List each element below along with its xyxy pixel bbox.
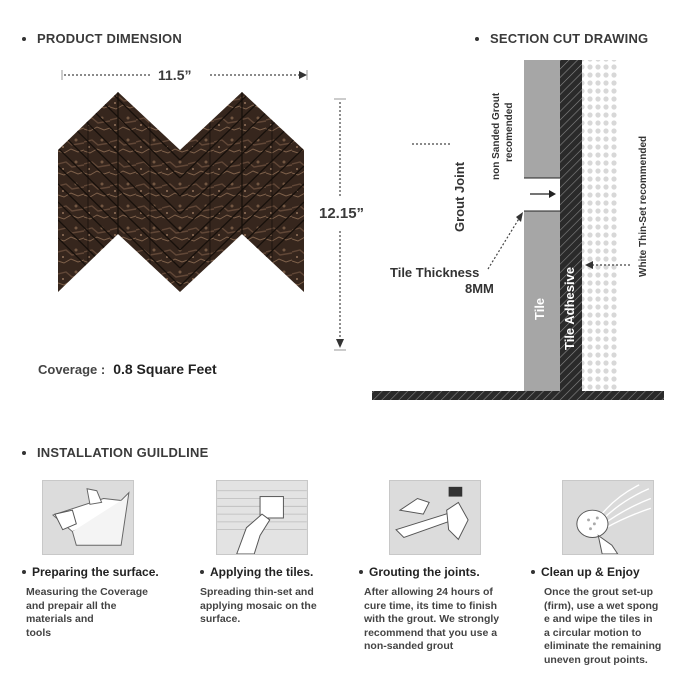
step-1-description	[26, 586, 148, 640]
product-dimension-heading	[22, 31, 182, 46]
step-4-line: a circular motion to	[544, 626, 642, 639]
step-3-title-text: Grouting the joints.	[369, 565, 480, 579]
step-4-line: uneven grout points.	[544, 653, 648, 666]
grout-note-2: recomended	[504, 102, 515, 162]
step-4-line: e and wipe the tiles in	[544, 613, 653, 625]
installation-heading	[22, 445, 208, 460]
tile-thickness-value: 8MM	[465, 281, 494, 296]
step-1-line: tools	[26, 626, 52, 639]
clean-up-illustration	[562, 480, 654, 555]
tile-adhesive-label: Tile Adhesive	[562, 266, 577, 350]
step-3-title	[359, 565, 480, 579]
installation-title: INSTALLATION GUILDLINE	[37, 445, 209, 460]
grout-joint-label: Grout Joint	[452, 161, 467, 232]
coverage-info	[38, 361, 217, 377]
bullet-icon	[22, 570, 26, 574]
coverage-value: 0.8 Square Feet	[113, 361, 217, 377]
step-3-line: with the grout. We strongly	[364, 613, 500, 625]
step-1-title	[22, 565, 159, 579]
height-dimension-line	[330, 96, 350, 354]
step-1-line: and prepair all the	[26, 599, 117, 612]
step-1-line: Measuring the Coverage	[26, 586, 148, 598]
step-2-line: surface.	[200, 613, 241, 625]
preparing-surface-illustration	[42, 480, 134, 555]
grouting-joints-illustration	[389, 480, 481, 555]
tile-label: Tile	[532, 297, 547, 320]
step-4-title-text: Clean up & Enjoy	[541, 565, 640, 579]
applying-tiles-illustration	[216, 480, 308, 555]
step-2-line: Spreading thin-set and	[200, 586, 314, 598]
width-value: 11.5”	[158, 67, 192, 83]
step-4-title	[531, 565, 640, 579]
step-4-line: eliminate the remaining	[544, 640, 662, 652]
section-cut-heading	[475, 31, 648, 46]
thinset-note: White Thin-Set recommended	[638, 135, 649, 277]
step-4-line: (firm), use a wet spong	[544, 599, 659, 612]
bullet-icon	[200, 570, 204, 574]
step-1-line: materials and	[26, 613, 94, 625]
step-3-line: After allowing 24 hours of	[364, 586, 493, 598]
step-4-line: Once the grout set-up	[544, 586, 654, 598]
height-value: 12.15”	[319, 205, 365, 222]
bullet-icon	[531, 570, 535, 574]
step-2-line: applying mosaic on the	[200, 599, 317, 612]
section-cut-drawing	[370, 55, 670, 405]
grout-note-1: non Sanded Grout	[491, 92, 502, 180]
step-3-line: recommend that you use a	[364, 626, 498, 639]
tile-thickness-label: Tile Thickness	[390, 265, 480, 280]
step-4-description	[544, 586, 661, 667]
product-dimension-title: PRODUCT DIMENSION	[37, 31, 182, 46]
bullet-icon	[22, 37, 26, 41]
step-3-line: cure time, its time to finish	[364, 599, 498, 612]
bullet-icon	[475, 37, 479, 41]
coverage-label: Coverage :	[38, 362, 106, 377]
bullet-icon	[359, 570, 363, 574]
step-1-title-text: Preparing the surface.	[32, 565, 159, 579]
step-2-title-text: Applying the tiles.	[210, 565, 314, 579]
step-3-description	[364, 586, 499, 654]
section-cut-title: SECTION CUT DRAWING	[490, 31, 649, 46]
bullet-icon	[22, 451, 26, 455]
step-2-description	[200, 586, 317, 627]
step-3-line: non-sanded grout	[364, 640, 454, 652]
herringbone-mosaic-image	[58, 92, 304, 350]
step-2-title	[200, 565, 313, 579]
